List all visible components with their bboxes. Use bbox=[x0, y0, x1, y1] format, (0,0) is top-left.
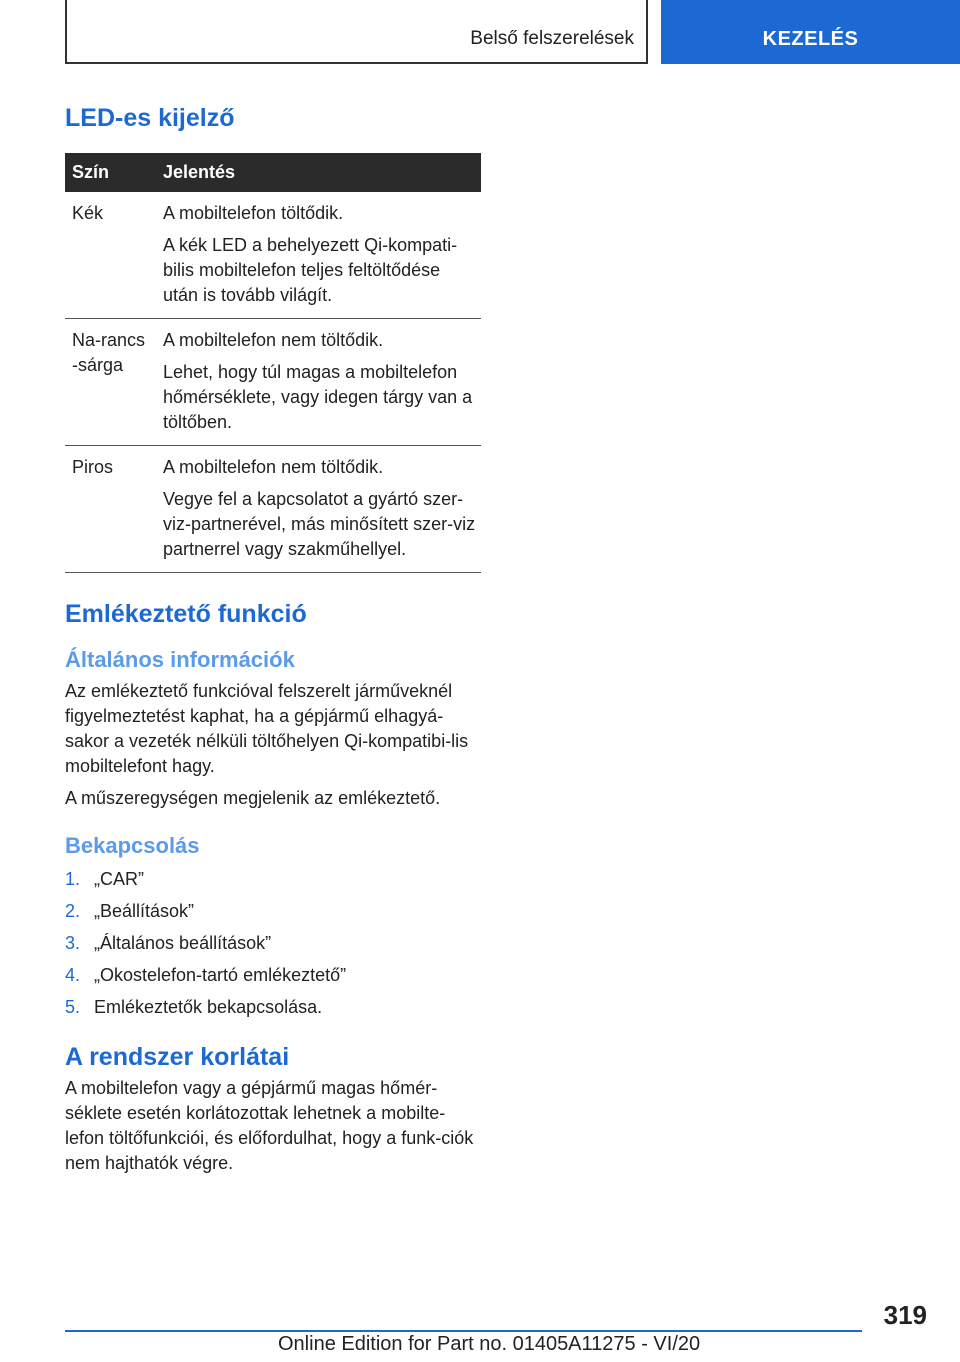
header-section-title: KEZELÉS bbox=[762, 28, 859, 50]
table-row bbox=[65, 319, 481, 446]
header-section-tab bbox=[661, 0, 960, 64]
table-cell-meaning bbox=[162, 192, 481, 319]
table-header-row bbox=[65, 153, 481, 192]
activation-steps bbox=[65, 867, 481, 1020]
table-cell-color: Piros bbox=[65, 446, 162, 573]
system-limits-paragraph: A mobiltelefon vagy a gépjármű magas hőmér-séklete esetén korlátozottak lehetnek a mobilte-lefon töltőfunkciói, és előfordulhat, hogy a funk-ciók nem hajthatók végre. bbox=[65, 1077, 474, 1173]
step-text: „Okostelefon-tartó emlékeztető” bbox=[94, 964, 347, 985]
step-number: 4. bbox=[65, 964, 81, 985]
list-item bbox=[65, 995, 481, 1020]
general-info-note: A műszeregységen megjelenik az emlékeztető. bbox=[65, 788, 441, 809]
footer-edition: Online Edition for Part no. 01405A11275 - VI/20 bbox=[278, 1333, 701, 1355]
table-cell-meaning bbox=[162, 319, 481, 446]
general-info-paragraph: Az emlékeztető funkcióval felszerelt járműveknél figyelmeztetést kaphat, ha a gépjármű elhagyá-sakor a vezeték nélküli töltőhelyen Qi-kompatibi-lis mobiltelefont hagy. bbox=[65, 681, 469, 777]
table-cell-color: Na-rancs-sárga bbox=[65, 319, 162, 446]
meaning-line: A mobiltelefon nem töltődik. bbox=[163, 457, 384, 477]
table-row bbox=[65, 446, 481, 573]
list-item bbox=[65, 867, 481, 892]
meaning-line: A kék LED a behelyezett Qi-kompati-bilis mobiltelefon teljes feltöltődése után is tovább világít. bbox=[163, 235, 458, 305]
meaning-line: Lehet, hogy túl magas a mobiltelefon hőmérséklete, vagy idegen tárgy van a töltőben. bbox=[163, 362, 473, 432]
step-text: „Beállítások” bbox=[94, 900, 195, 921]
step-number: 1. bbox=[65, 868, 81, 889]
header-chapter-title: Belső felszerelések bbox=[470, 28, 634, 49]
table-cell-color: Kék bbox=[65, 192, 162, 319]
system-limits-heading: A rendszer korlátai bbox=[65, 1042, 290, 1071]
table-header-meaning: Jelentés bbox=[162, 153, 481, 192]
led-color-table bbox=[65, 153, 481, 573]
meaning-line: Vegye fel a kapcsolatot a gyártó szer-viz-partnerével, más minősített szer-viz partnerrel vagy szakműhellyel. bbox=[163, 489, 476, 559]
meaning-line: A mobiltelefon nem töltődik. bbox=[163, 330, 384, 350]
step-number: 5. bbox=[65, 996, 81, 1017]
activation-heading: Bekapcsolás bbox=[65, 833, 200, 859]
led-display-heading: LED-es kijelző bbox=[65, 104, 235, 132]
footer-divider bbox=[65, 1330, 862, 1332]
reminder-heading: Emlékeztető funkció bbox=[65, 600, 307, 628]
table-cell-meaning bbox=[162, 446, 481, 573]
step-number: 3. bbox=[65, 932, 81, 953]
list-item bbox=[65, 931, 481, 956]
meaning-line: A mobiltelefon töltődik. bbox=[163, 203, 344, 223]
page-number: 319 bbox=[883, 1300, 927, 1330]
step-text: „Általános beállítások” bbox=[94, 932, 272, 953]
step-number: 2. bbox=[65, 900, 81, 921]
step-text: „CAR” bbox=[94, 868, 144, 889]
list-item bbox=[65, 963, 481, 988]
header-chapter-box bbox=[65, 0, 648, 64]
table-header-color: Szín bbox=[65, 153, 162, 192]
table-row bbox=[65, 192, 481, 319]
step-text: Emlékeztetők bekapcsolása. bbox=[94, 996, 323, 1017]
list-item bbox=[65, 899, 481, 924]
main-content bbox=[65, 100, 481, 1176]
general-info-heading: Általános információk bbox=[65, 647, 295, 672]
